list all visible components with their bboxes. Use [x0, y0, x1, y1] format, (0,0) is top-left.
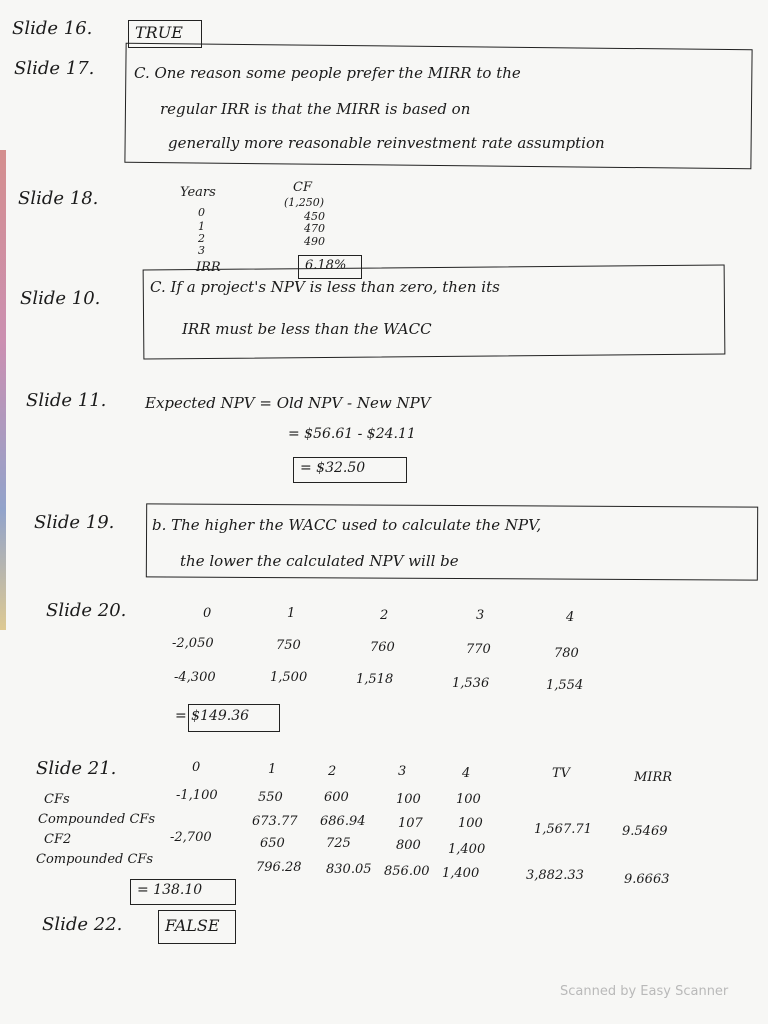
slide-19-label: Slide 19.	[34, 512, 115, 533]
s20-row2-0: -4,300	[174, 670, 216, 685]
slide-10-line-1: C. If a project's NPV is less than zero, then its	[150, 278, 500, 296]
slide-22-answer: FALSE	[165, 916, 220, 935]
slide-11-result: = $32.50	[300, 460, 366, 476]
s21-header-1: 1	[268, 762, 277, 777]
slide-20-result: = $149.36	[175, 708, 250, 724]
slide-10-line-2: IRR must be less than the WACC	[182, 320, 432, 338]
s21-row3-name: CF2	[44, 832, 72, 847]
s21-row1-4: 100	[456, 792, 481, 807]
slide-16-label: Slide 16.	[12, 18, 93, 39]
s21-row2-mirr: 9.5469	[622, 824, 668, 839]
s20-header-2: 2	[380, 608, 389, 623]
slide-19-line-1: b. The higher the WACC used to calculate the NPV,	[152, 516, 542, 534]
s20-row2-4: 1,554	[546, 678, 584, 693]
s20-row2-1: 1,500	[270, 670, 308, 685]
s21-row4-2: 830.05	[326, 862, 372, 877]
slide-22-label: Slide 22.	[42, 914, 123, 935]
s21-row1-1: 550	[258, 790, 283, 805]
s21-row4-name: Compounded CFs	[36, 852, 154, 867]
slide-10-label: Slide 10.	[20, 288, 101, 309]
slide-21-label: Slide 21.	[36, 758, 117, 779]
s20-header-3: 3	[476, 608, 485, 623]
s20-row2-2: 1,518	[356, 672, 394, 687]
s21-header-0: 0	[192, 760, 201, 775]
s21-row3-4: 1,400	[448, 842, 486, 857]
s21-row4-1: 796.28	[256, 860, 302, 875]
slide-11-line-2: = $56.61 - $24.11	[288, 426, 416, 442]
slide-20-result-box	[175, 704, 280, 732]
years-header: Years	[180, 185, 216, 200]
slide-21-result-box	[130, 879, 236, 905]
s21-header-mirr: MIRR	[634, 770, 673, 785]
s21-row4-mirr: 9.6663	[624, 872, 670, 887]
s20-header-0: 0	[203, 606, 212, 621]
s21-row4-4: 1,400	[442, 866, 480, 881]
s21-row3-2: 725	[326, 836, 351, 851]
s21-row1-name: CFs	[44, 792, 70, 807]
year-3: 3	[198, 244, 205, 257]
s20-row1-0: -2,050	[172, 636, 214, 651]
cf-header: CF	[293, 180, 312, 195]
s20-row1-4: 780	[554, 646, 579, 661]
slide-11-label: Slide 11.	[26, 390, 107, 411]
s20-header-1: 1	[287, 606, 296, 621]
scanner-watermark: Scanned by Easy Scanner	[560, 984, 729, 999]
s21-row3-3: 800	[396, 838, 421, 853]
slide-16-answer: TRUE	[135, 23, 183, 42]
irr-label: IRR	[196, 260, 221, 275]
slide-17-line-1: C. One reason some people prefer the MIRR to the	[134, 64, 521, 82]
slide-20-label: Slide 20.	[46, 600, 127, 621]
s21-row2-1: 673.77	[252, 814, 298, 829]
s21-header-tv: TV	[552, 766, 571, 781]
s21-row2-2: 686.94	[320, 814, 366, 829]
slide-11-line-1: Expected NPV = Old NPV - New NPV	[145, 394, 431, 412]
s20-row1-1: 750	[276, 638, 301, 653]
cf-0: (1,250)	[284, 196, 325, 209]
s21-row4-tv: 3,882.33	[526, 868, 584, 883]
s20-row1-3: 770	[466, 642, 491, 657]
s21-row3-1: 650	[260, 836, 285, 851]
irr-value: 6.18%	[305, 258, 347, 273]
scan-edge	[0, 150, 6, 630]
s21-header-3: 3	[398, 764, 407, 779]
s20-header-4: 4	[566, 610, 575, 625]
slide-18-label: Slide 18.	[18, 188, 99, 209]
s21-header-4: 4	[462, 766, 471, 781]
slide-11-result-box	[293, 457, 407, 483]
year-1: 1	[198, 220, 205, 233]
s21-row1-2: 600	[324, 790, 349, 805]
year-0: 0	[198, 206, 205, 219]
s21-header-2: 2	[328, 764, 337, 779]
s20-row1-2: 760	[370, 640, 395, 655]
slide-17-line-2: regular IRR is that the MIRR is based on	[160, 100, 471, 118]
cf-1: 450	[304, 210, 325, 223]
s21-row1-0: -1,100	[176, 788, 218, 803]
s21-row1-3: 100	[396, 792, 421, 807]
year-2: 2	[198, 232, 205, 245]
slide-21-result: = 138.10	[137, 882, 203, 898]
s21-row3-0: -2,700	[170, 830, 212, 845]
s21-row2-3: 107	[398, 816, 423, 831]
cf-3: 490	[304, 235, 325, 248]
s20-row2-3: 1,536	[452, 676, 490, 691]
slide-17-line-3: generally more reasonable reinvestment rate assumption	[168, 134, 605, 152]
slide-17-label: Slide 17.	[14, 58, 95, 79]
slide-19-line-2: the lower the calculated NPV will be	[180, 552, 459, 570]
s21-row2-4: 100	[458, 816, 483, 831]
s21-row2-name: Compounded CFs	[38, 812, 156, 827]
s21-row2-tv: 1,567.71	[534, 822, 592, 837]
cf-2: 470	[304, 222, 325, 235]
slide-22-answer-box	[158, 910, 236, 944]
s21-row4-3: 856.00	[384, 864, 430, 879]
